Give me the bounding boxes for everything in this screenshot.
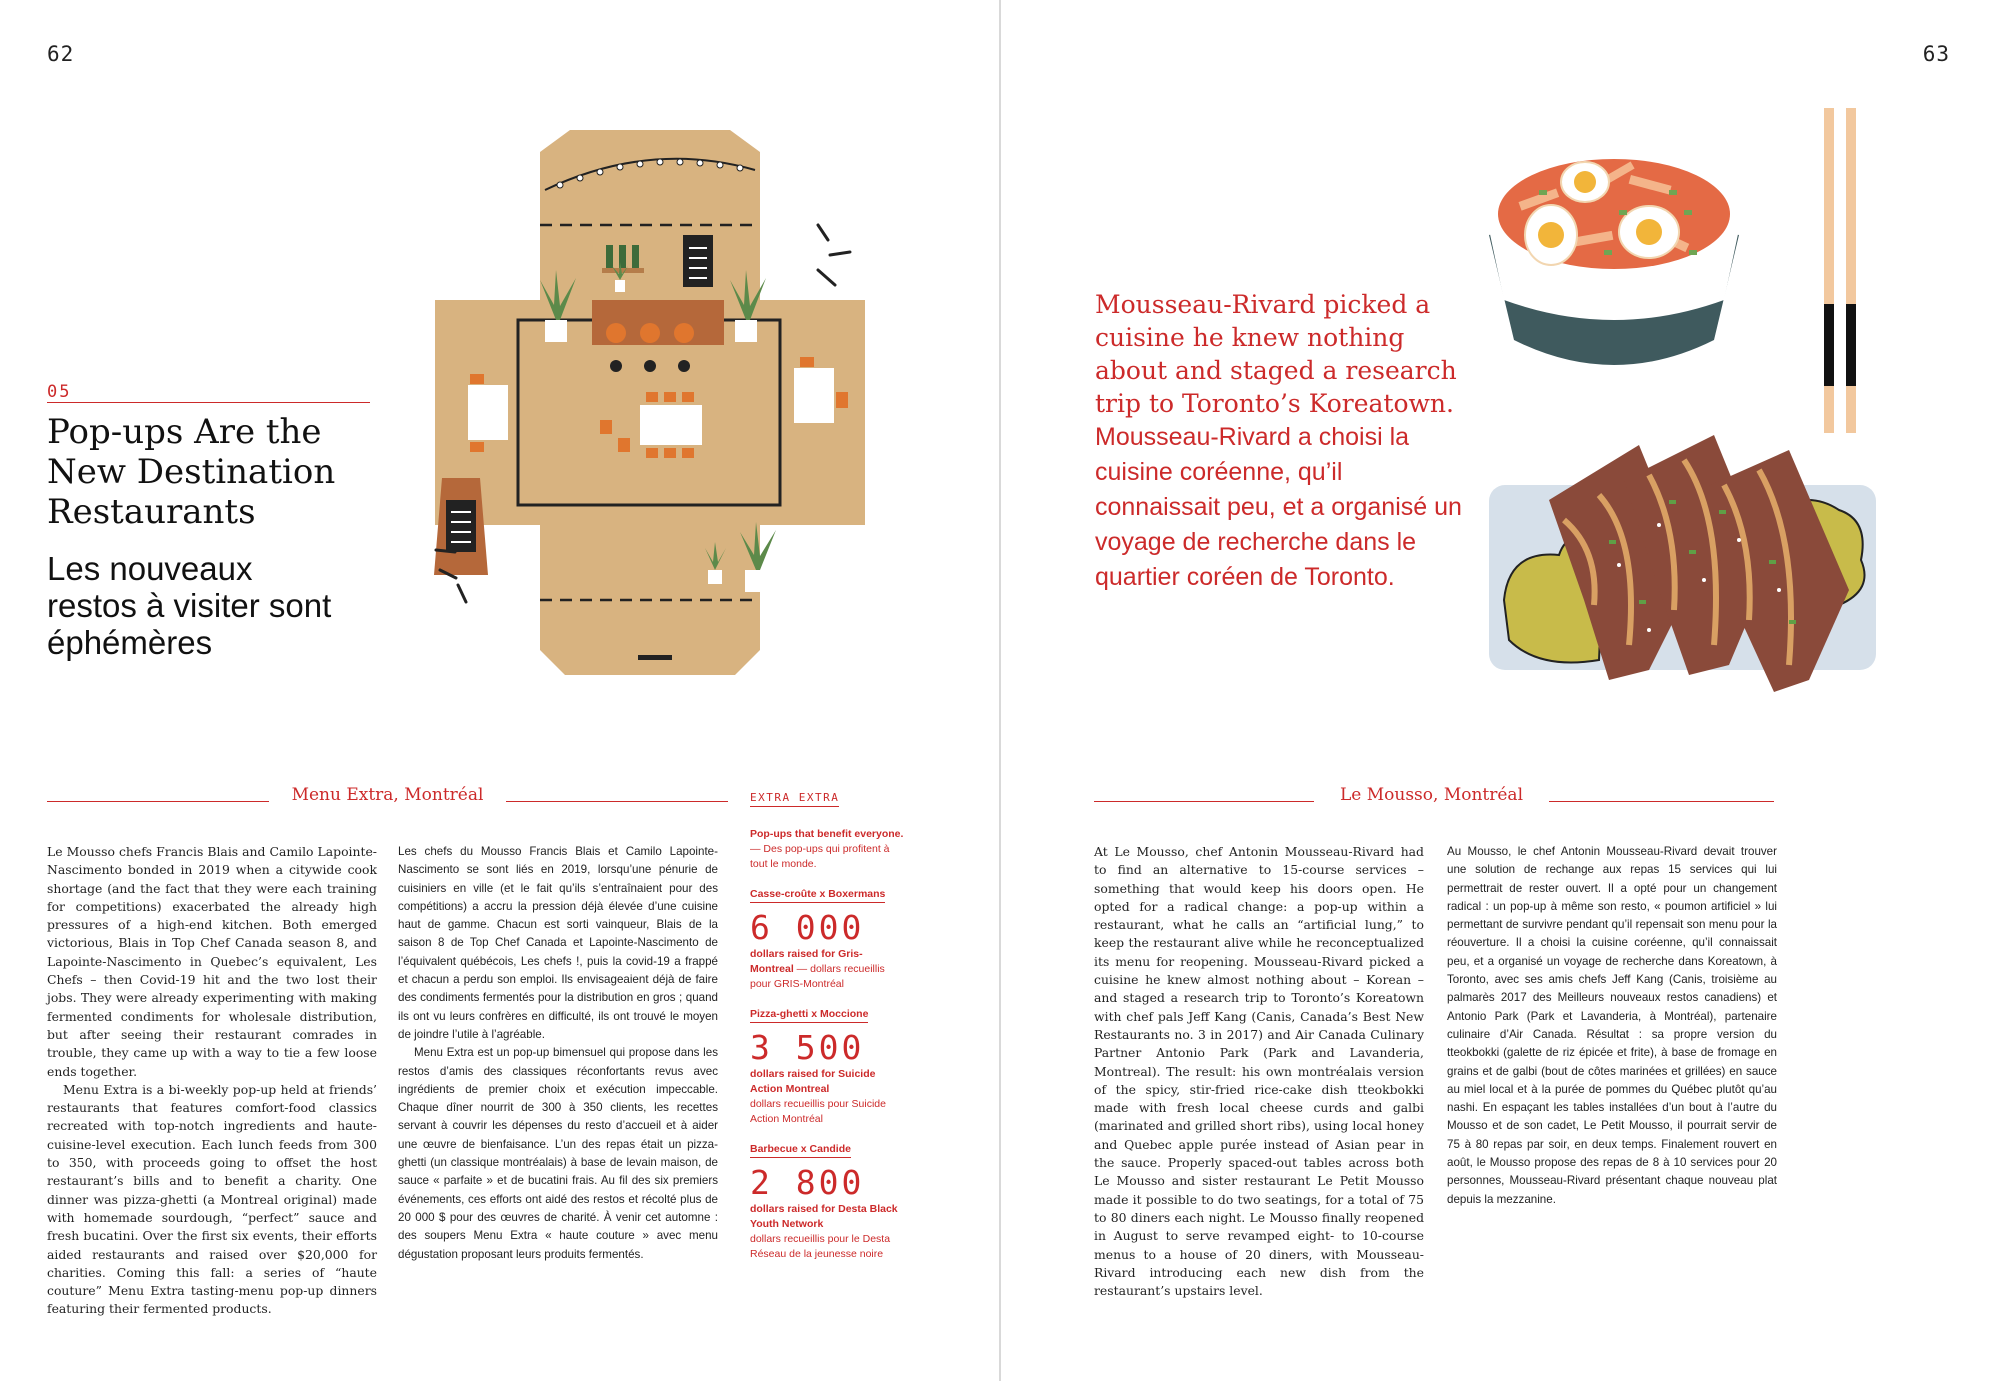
sidebar-desc-en: dollars raised for Desta Black Youth Network — [750, 1203, 898, 1230]
page-number: 63 — [1922, 42, 1950, 66]
section-rule — [47, 402, 370, 403]
subhead-menu-extra: Menu Extra, Montréal — [291, 785, 484, 805]
subhead-rule-left — [47, 801, 269, 802]
sidebar-label: EXTRA EXTRA — [750, 791, 839, 807]
sidebar-amount: 6 000 — [750, 908, 865, 947]
body-fr-paragraph: Menu Extra est un pop-up bimensuel qui propose dans les restos d’amis des classiques réconfortants revus avec ingrédients de premier choix et exécution impeccable. Chaque dîner nourrit de 300 à 350 clients, les recettes servant à couvrir les dépenses du resto d’accueil et à aider une œuvre de bienfaisance. L’un des repas était un pizza-ghetti (un classique montréalais) à base de levain maison, de sauce « parfaite » et de bucatini frais. Au fil des six premiers événements, ces efforts ont aidé des restos et récolté plus de 20 000 $ pour des œuvres de charité. À venir cet automne : des soupers Menu Extra « haute couture » avec menu dégustation proposant leurs produits fermentés. — [398, 1046, 718, 1261]
chopsticks-illustration — [1816, 108, 1866, 433]
body-en-paragraph: Menu Extra is a bi-weekly pop-up held at friends’ restaurants that features comfort-food classics recreated with top-notch ingredients and haute-cuisine-level execution. Each lunch feeds from 300 to 350, with proceeds going to offset the host restaurant’s bills and to benefit a charity. One dinner was pizza-ghetti (a Montreal original) made with homemade sourdough, “perfect” sauce and fresh bucatini. Over the first six events, their efforts aided restaurants and raised over $20,000 for charities. Coming this fall: a series of “haute couture” Menu Extra tasting-menu pop-up dinners featuring their fermented products. — [47, 1081, 377, 1317]
body-fr-paragraph: Les chefs du Mousso Francis Blais et Camilo Lapointe-Nascimento se sont liés en 2019, lorsqu’une pénurie de cuisiniers en ville (et le fait qu’ils s’entraînaient pour des compétitions) a accru la pression déjà élevée d’une cuisine haut de gamme. Chacun est sorti vainqueur, Blais de la saison 8 de Top Chef Canada et Lapointe-Nascimento de l’équivalent québécois, Les chefs !, puis la covid-19 a frappé et chacun a perdu son emploi. Ils envisageaient déjà de faire des condiments fermentés pour la distribution en gros ; quand ils ont vu leurs confrères en difficulté, ils ont trouvé le moyen de joindre l’utile à l’agréable. — [398, 845, 718, 1041]
body-fr-column — [398, 843, 718, 1264]
pull-quote-fr: Mousseau-Rivard a choisi la cuisine coréenne, qu’il connaissait peu, et a organisé un voyage de recherche dans le quartier coréen de Toronto. — [1095, 423, 1462, 591]
sidebar-desc-en: dollars raised for Suicide Action Montreal — [750, 1068, 876, 1095]
sidebar-desc — [750, 947, 905, 992]
sidebar-desc-en: dollars raised for Gris-Montreal — [750, 948, 863, 975]
sidebar-collab: Casse-croûte x Boxermans — [750, 888, 885, 903]
pull-quote-en: Mousseau-Rivard picked a cuisine he knew nothing about and staged a research trip to Toronto’s Koreatown. — [1095, 290, 1457, 418]
subhead-rule-right — [506, 801, 728, 802]
sidebar-collab: Barbecue x Candide — [750, 1143, 851, 1158]
pull-quote — [1095, 288, 1465, 595]
body-en-column — [47, 843, 377, 1319]
sidebar-amount: 3 500 — [750, 1028, 865, 1067]
galbi-plate-illustration — [1489, 430, 1881, 700]
tteokbokki-bowl-illustration — [1479, 140, 1749, 390]
sidebar-item — [750, 884, 905, 992]
sidebar-desc — [750, 1202, 905, 1262]
sidebar-desc-fr: — dollars recueillis pour GRIS-Montréal — [750, 963, 885, 990]
body-en-paragraph: At Le Mousso, chef Antonin Mousseau-Rivard had to find an alternative to 15-course services – something that would keep his doors open. He opted for a radical change: a pop-up within a restaurant, what he calls an “artificial lung,” to keep the restaurant alive while he reconceptualized its menu for reopening. Mousseau-Rivard picked a cuisine he knew almost nothing about – Korean – and staged a research trip to Toronto’s Koreatown with chef pals Jeff Kang (Canis, Canada’s Best New Restaurants no. 3 in 2017) and Air Canada Culinary Partner Antonio Park (Park and Lavanderia, Montreal). The result: his own montréalais version of the spicy, stir-fried rice-cake dish tteokbokki made with fresh local cheese curds and galbi (marinated and grilled short ribs), using local honey and Quebec apple purée instead of Asian pear in the sauce. Properly spaced-out tables across both Le Mousso and sister restaurant Le Petit Mousso made it possible to do two seatings, for a total of 75 to 80 diners each night. Le Mousso finally reopened in August to serve revamped eight- to 10-course menus to a house of 20 diners, with Mousseau-Rivard introducing each new dish from the restaurant’s upstairs level. — [1094, 844, 1424, 1299]
body-fr-column — [1447, 843, 1777, 1209]
sidebar-desc-fr: dollars recueillis pour le Desta Réseau de la jeunesse noire — [750, 1233, 891, 1260]
body-en-paragraph: Le Mousso chefs Francis Blais and Camilo Lapointe-Nascimento bonded in 2019 when a citywide cook shortage (and the fact that they were each training for competitions) exacerbated the already high pressures of a high-end kitchen. Both emerged victorious, Blais in Top Chef Canada season 8, and Lapointe-Nascimento in Quebec’s equivalent, Les Chefs – then Covid-19 hit and the two lost their jobs. They were already experimenting with making fermented condiments for wholesale distribution, but after seeing their restaurant comrades in trouble, they came up with a way to tie a few loose ends together. — [47, 844, 377, 1079]
sidebar-item — [750, 1004, 905, 1127]
section-number: 05 — [47, 382, 72, 402]
title-en: Pop-ups Are the New Destination Restaurants — [47, 412, 336, 532]
subhead-rule-left — [1094, 801, 1314, 802]
sidebar-intro-bold: Pop-ups that benefit everyone. — [750, 828, 904, 840]
restaurant-box-illustration — [430, 130, 880, 690]
title-fr: Les nouveaux restos à visiter sont éphémères — [47, 550, 332, 661]
page-number: 62 — [47, 42, 75, 66]
sidebar-intro-rest: — Des pop-ups qui profitent à tout le monde. — [750, 843, 890, 870]
subhead-le-mousso: Le Mousso, Montréal — [1339, 785, 1523, 805]
body-en-column — [1094, 843, 1424, 1300]
right-page — [1001, 0, 2000, 1381]
sidebar-desc-fr: dollars recueillis pour Suicide Action Montréal — [750, 1098, 886, 1125]
body-fr-paragraph: Au Mousso, le chef Antonin Mousseau-Rivard devait trouver une solution de rechange aux repas 15 services qui lui permettrait de rester ouvert. Il a opté pour un changement radical : un pop-up à même son resto, « poumon artificiel » lui permettant de survivre pendant qu’il repensait son menu pour la réouverture. Il a choisi la cuisine coréenne, qu’il connaissait peu, et a organisé un voyage de recherche dans Koreatown, à Toronto, avec ses amis chefs Jeff Kang (Canis, troisième au palmarès 2017 des Meilleurs nouveaux restos canadiens) et Antonio Park (Park et Lavanderia, à Montréal), partenaire culinaire d’Air Canada. Résultat : sa propre version du tteokbokki (galette de riz épicée et frite), à base de fromage en grains et de galbi (bout de côtes marinées et grillées) en sauce au miel local et à la purée de pommes du Québec plutôt qu’au nashi. En espaçant les tables installées d’un bout à l’autre du Mousso et de son cadet, Le Petit Mousso, il pourrait servir de 75 à 80 repas par soir, en deux temps. Finalement rouvert en août, le Mousso propose des repas de 8 à 10 services pour 20 personnes, Mousseau-Rivard présentant chaque nouveau plat depuis la mezzanine. — [1447, 845, 1777, 1206]
sidebar-item — [750, 1139, 905, 1262]
sidebar-collab: Pizza-ghetti x Moccione — [750, 1008, 868, 1023]
sidebar-amount: 2 800 — [750, 1163, 865, 1202]
sidebar-desc — [750, 1067, 905, 1127]
extra-extra-sidebar — [750, 788, 905, 1274]
sidebar-intro — [750, 827, 905, 872]
subhead-rule-right — [1549, 801, 1774, 802]
